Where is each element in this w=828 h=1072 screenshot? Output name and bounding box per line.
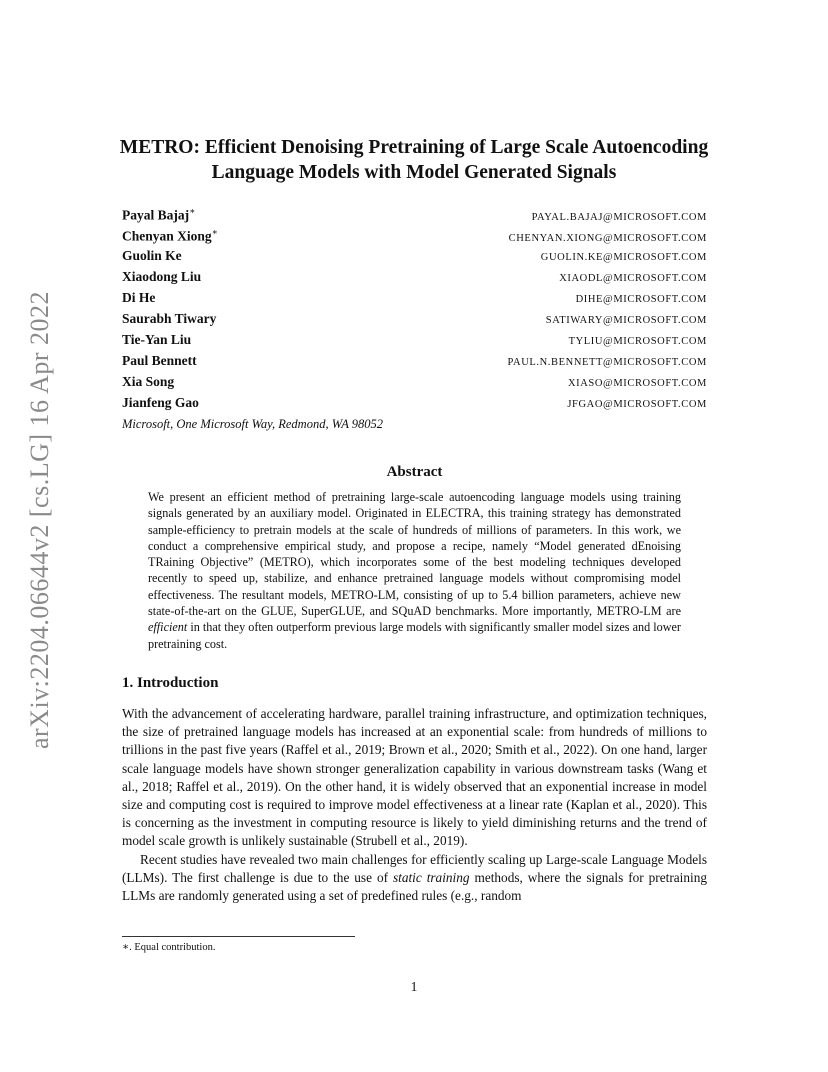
author-row xyxy=(122,374,707,395)
author-row xyxy=(122,227,707,248)
author-email: JFGAO@MICROSOFT.COM xyxy=(567,399,707,410)
author-name: Guolin Ke xyxy=(122,248,182,263)
abstract-body: We present an efficient method of pretraining large-scale autoencoding language models using training signals generated by an auxiliary model. Originated in ELECTRA, this training strategy has demonstrated sample-efficiency to pretrain models at the scale of hundreds of millions of parameters. In this work, we conduct a comprehensive empirical study, and propose a recipe, namely “Model generated dEnoising TRaining Objective” (METRO), which incorporates some of the best modeling techniques developed recently to speed up, stabilize, and enhance pretrained language models without compromising model effectiveness. The resultant models, METRO-LM, consisting of up to 5.4 billion parameters, achieve new state-of-the-art on the GLUE, SuperGLUE, and SQuAD benchmarks. More importantly, METRO-LM are efficient in that they often outperform previous large models with significantly smaller model sizes and lower pretraining cost. xyxy=(148,490,681,651)
author-email: TYLIU@MICROSOFT.COM xyxy=(568,336,707,347)
author-row xyxy=(122,248,707,269)
author-email: GUOLIN.KE@MICROSOFT.COM xyxy=(540,252,707,263)
author-name: Xiaodong Liu xyxy=(122,269,202,284)
footnote-divider xyxy=(122,936,355,937)
author-name: Di He xyxy=(122,290,156,305)
author-email: PAUL.N.BENNETT@MICROSOFT.COM xyxy=(507,357,707,368)
author-row xyxy=(122,332,707,353)
abstract-heading: Abstract xyxy=(386,464,443,480)
author-row xyxy=(122,290,707,311)
author-email: PAYAL.BAJAJ@MICROSOFT.COM xyxy=(531,211,707,223)
section-heading-introduction: 1. Introduction xyxy=(122,675,219,691)
author-email: XIASO@MICROSOFT.COM xyxy=(567,378,707,389)
author-row xyxy=(122,395,707,416)
author-name: Xia Song xyxy=(122,374,175,389)
paragraph: Recent studies have revealed two main challenges for efficiently scaling up Large-scale Language Models (LLMs). The first challenge is due to the use of static training methods, where the signals for pretraining LLMs are randomly generated using a set of predefined rules (e.g., random xyxy=(122,851,707,904)
paper-title: METRO: Efficient Denoising Pretraining of Large Scale Autoencoding Language Models with Model Generated Signals xyxy=(119,137,709,183)
arxiv-side-stamp xyxy=(20,285,60,755)
abstract-emphasis: efficient xyxy=(148,620,188,635)
paragraph: With the advancement of accelerating hardware, parallel training infrastructure, and optimization techniques, the size of pretrained language models has increased at an exponential scale: from hundreds of millions to trillions in the past five years (Raffel et al., 2019; Brown et al., 2020; Smith et al., 2022). On one hand, larger scale language models have shown stronger generalization capability in various downstream tasks (Wang et al., 2018; Raffel et al., 2019). On the other hand, it is widely observed that an exponential increase in model size and computing cost is required to improve model effectiveness at a linear rate (Kaplan et al., 2020). This is concerning as the investment in computing resource is likely to yield diminishing returns and the trend of model scale growth is unlikely sustainable (Strubell et al., 2019). xyxy=(122,706,707,849)
author-name: Paul Bennett xyxy=(122,353,197,368)
equal-contribution-mark: ∗ xyxy=(211,227,218,237)
author-row xyxy=(122,206,707,227)
author-row xyxy=(122,269,707,290)
author-name: Jianfeng Gao xyxy=(122,395,199,410)
author-name: Chenyan Xiong∗ xyxy=(122,227,218,244)
author-email: DIHE@MICROSOFT.COM xyxy=(575,294,707,305)
author-list xyxy=(122,206,707,432)
affiliation: Microsoft, One Microsoft Way, Redmond, WA 98052 xyxy=(122,417,384,431)
author-row xyxy=(122,311,707,332)
footnote: ∗. Equal contribution. xyxy=(122,942,216,953)
author-email: CHENYAN.XIONG@MICROSOFT.COM xyxy=(508,232,707,244)
author-email: XIAODL@MICROSOFT.COM xyxy=(559,273,707,284)
author-name: Saurabh Tiwary xyxy=(122,311,217,326)
author-row xyxy=(122,353,707,374)
inline-emphasis: static training xyxy=(392,869,470,885)
page-number: 1 xyxy=(410,979,418,994)
author-email: SATIWARY@MICROSOFT.COM xyxy=(545,315,707,326)
arxiv-identifier: arXiv:2204.06644v2 [cs.LG] 16 Apr 2022 xyxy=(25,290,54,750)
author-name: Tie-Yan Liu xyxy=(122,332,192,347)
introduction-body xyxy=(122,705,707,905)
equal-contribution-mark: ∗ xyxy=(189,206,196,216)
author-name: Payal Bajaj∗ xyxy=(122,206,196,223)
